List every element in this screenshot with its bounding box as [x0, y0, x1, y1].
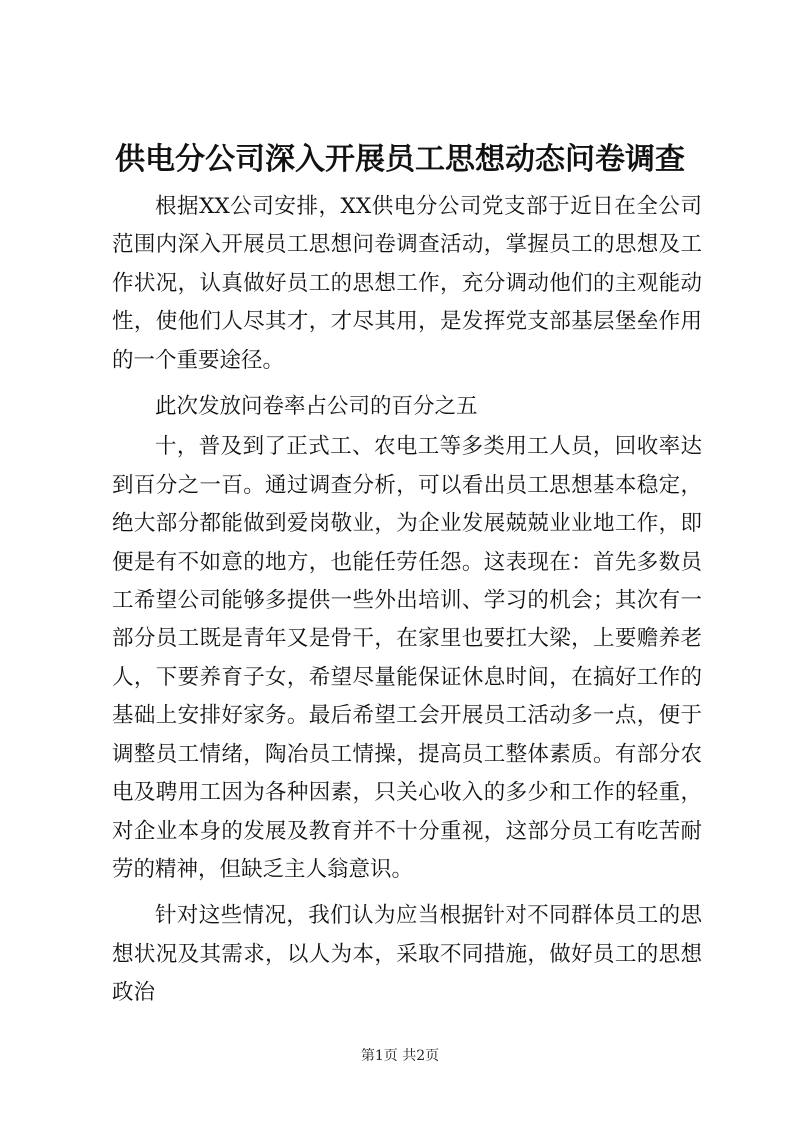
page-footer: 第1页 共2页 [360, 1048, 440, 1064]
paragraph-survey-analysis: 十，普及到了正式工、农电工等多类用工人员，回收率达到百分之一百。通过调查分析，可以看出员工思想基本稳定，绝大部分都能做到爱岗敬业，为企业发展兢兢业业地工作，即便是有不如意的地方，也能任劳任怨。这表现在：首先多数员工希望公司能够多提供一些外出培训、学习的机会；其次有一部分员工既是青年又是骨干，在家里也要扛大梁，上要赡养老人，下要养育子女，希望尽量能保证休息时间，在搞好工作的基础上安排好家务。最后希望工会开展员工活动多一点，便于调整员工情绪，陶冶员工情操，提高员工整体素质。有部分农电及聘用工因为各种因素，只关心收入的多少和工作的轻重，对企业本身的发展及教育并不十分重视，这部分员工有吃苦耐劳的精神，但缺乏主人翁意识。 [112, 434, 702, 882]
document-body [112, 188, 702, 1021]
paragraph-measures: 针对这些情况，我们认为应当根据针对不同群体员工的思想状况及其需求，以人为本，采取不同措施，做好员工的思想政治 [112, 903, 702, 1006]
document-title: 供电分公司深入开展员工思想动态问卷调查 [115, 142, 685, 177]
paragraph-intro: 根据XX公司安排，XX供电分公司党支部于近日在全公司范围内深入开展员工思想问卷调查活动，掌握员工的思想及工作状况，认真做好员工的思想工作，充分调动他们的主观能动性，使他们人尽其才，才尽其用，是发挥党支部基层堡垒作用的一个重要途径。 [112, 194, 702, 373]
paragraph-survey-rate: 此次发放问卷率占公司的百分之五 [155, 394, 478, 420]
